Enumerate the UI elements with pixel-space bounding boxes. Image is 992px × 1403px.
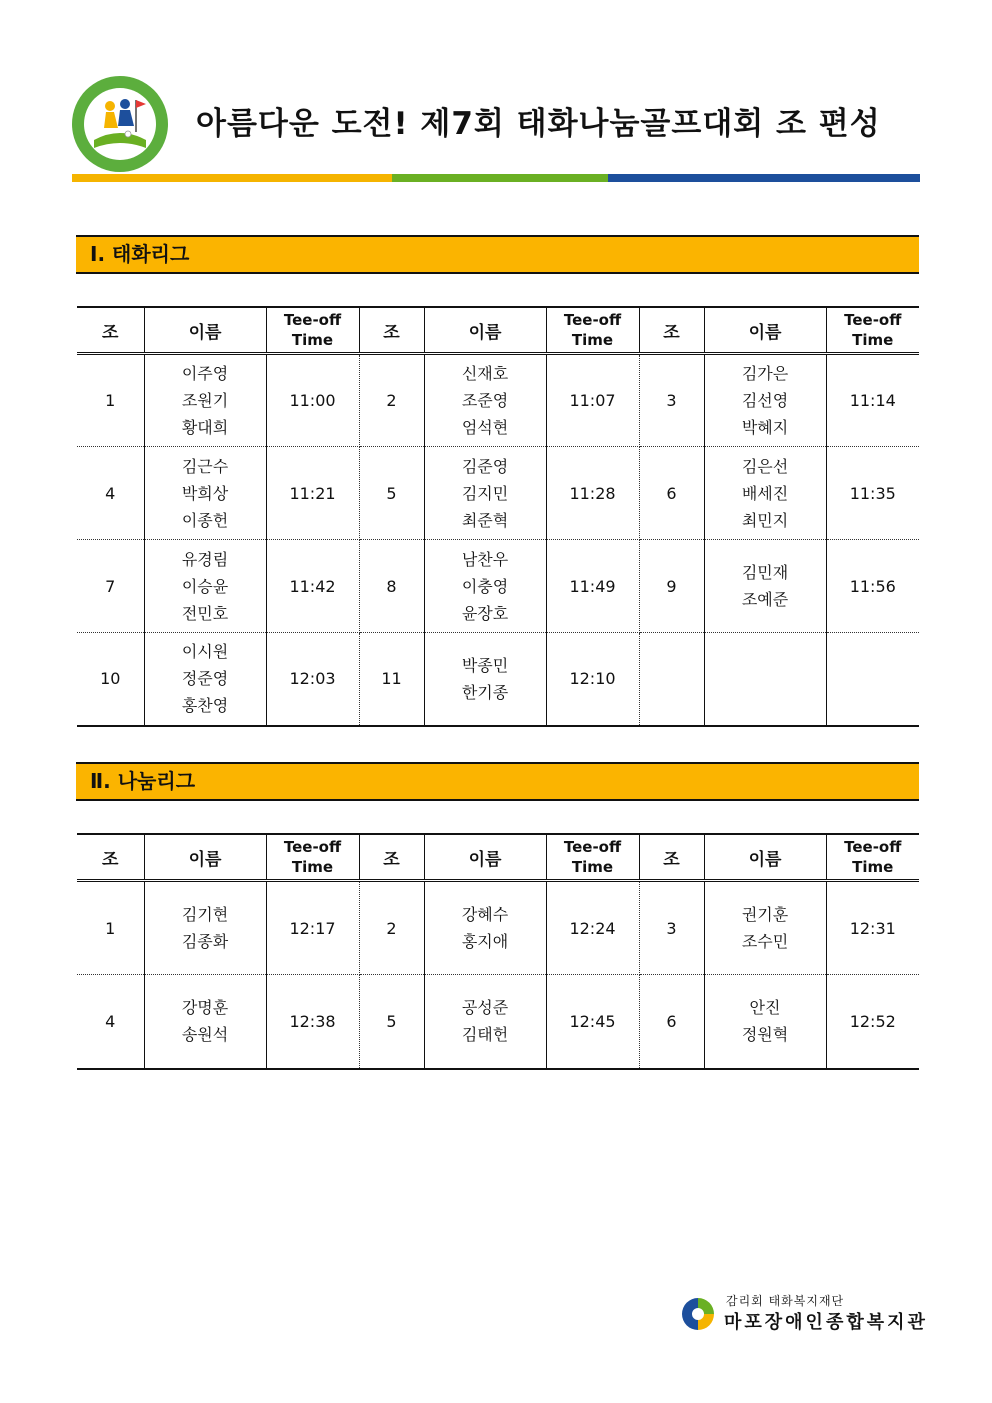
- col-group: 조: [77, 307, 144, 354]
- player-name: 박희상: [181, 483, 229, 503]
- organization-footer: [678, 1288, 928, 1338]
- org-name: 마포장애인종합복지관: [724, 1312, 928, 1333]
- tee-off-time: [826, 633, 919, 726]
- org-parent: 감리회 태화복지재단: [726, 1294, 845, 1308]
- player-name: 이승윤: [181, 576, 229, 596]
- group-members: [144, 447, 266, 540]
- col-name: 이름: [144, 307, 266, 354]
- player-name: 김기현: [181, 905, 229, 924]
- group-number: 7: [77, 540, 144, 633]
- col-group: 조: [359, 307, 424, 354]
- player-name: 최준혁: [461, 510, 509, 530]
- col-name: 이름: [424, 834, 546, 881]
- group-members: [144, 633, 266, 726]
- player-name: 공성준: [461, 998, 509, 1018]
- player-name: 김태헌: [461, 1025, 509, 1045]
- table-row: [77, 881, 919, 975]
- league1-table: [77, 306, 919, 727]
- player-name: 이주영: [181, 364, 229, 383]
- tee-off-time: 11:00: [266, 354, 359, 447]
- tee-off-time: 12:24: [546, 881, 639, 975]
- col-group: 조: [639, 834, 704, 881]
- group-number: 2: [359, 881, 424, 975]
- player-name: 홍지애: [461, 932, 509, 951]
- col-name: 이름: [144, 834, 266, 881]
- player-name: 박종민: [461, 655, 509, 675]
- group-number: 3: [639, 354, 704, 447]
- player-name: 김종화: [181, 932, 229, 951]
- tee-off-time: 11:14: [826, 354, 919, 447]
- player-name: 권기훈: [741, 905, 789, 924]
- player-name: 박혜지: [741, 418, 789, 437]
- league2-table: [77, 833, 919, 1070]
- player-name: 조수민: [741, 932, 789, 951]
- player-name: 김민재: [741, 563, 789, 582]
- player-name: 전민호: [181, 603, 229, 623]
- player-name: 남찬우: [461, 549, 509, 569]
- group-number: 8: [359, 540, 424, 633]
- table-row: [77, 633, 919, 726]
- group-members: [424, 975, 546, 1069]
- col-name: 이름: [424, 307, 546, 354]
- group-number: 6: [639, 447, 704, 540]
- col-tee-off: Tee-off Time: [266, 834, 359, 881]
- player-name: 정준영: [181, 669, 229, 689]
- player-name: 배세진: [741, 483, 789, 503]
- col-tee-off: Tee-off Time: [826, 834, 919, 881]
- col-tee-off: Tee-off Time: [266, 307, 359, 354]
- group-members: [144, 354, 266, 447]
- col-group: 조: [639, 307, 704, 354]
- col-tee-off: Tee-off Time: [546, 834, 639, 881]
- group-number: 4: [77, 975, 144, 1069]
- player-name: 최민지: [741, 510, 789, 530]
- player-name: 강혜수: [461, 905, 509, 924]
- event-logo: [70, 74, 170, 174]
- group-members: [704, 975, 826, 1069]
- col-name: 이름: [704, 307, 826, 354]
- group-number: 5: [359, 447, 424, 540]
- player-name: 김은선: [741, 456, 789, 476]
- accent-bar-green: [392, 174, 608, 182]
- accent-bar-yellow: [72, 174, 392, 182]
- group-number: [639, 633, 704, 726]
- player-name: 안진: [749, 998, 781, 1018]
- col-group: 조: [77, 834, 144, 881]
- table-row: [77, 447, 919, 540]
- col-name: 이름: [704, 834, 826, 881]
- player-name: 조원기: [181, 391, 229, 410]
- league2-heading: Ⅱ. 나눔리그: [76, 762, 919, 801]
- player-name: 유경림: [181, 549, 229, 569]
- player-name: 김가은: [741, 364, 789, 383]
- group-members: [144, 540, 266, 633]
- col-group: 조: [359, 834, 424, 881]
- group-members: [424, 447, 546, 540]
- table-row: [77, 540, 919, 633]
- player-name: 황대희: [181, 418, 229, 437]
- group-members: [424, 354, 546, 447]
- tee-off-time: 11:07: [546, 354, 639, 447]
- organization-logo: [678, 1294, 718, 1334]
- player-name: 홍찬영: [181, 696, 229, 716]
- group-number: 1: [77, 881, 144, 975]
- col-tee-off: Tee-off Time: [826, 307, 919, 354]
- table-header-row: [77, 307, 919, 354]
- player-name: 김지민: [461, 483, 509, 503]
- group-number: 6: [639, 975, 704, 1069]
- player-name: 조준영: [461, 391, 509, 410]
- player-name: 엄석현: [461, 418, 509, 437]
- player-name: 정원혁: [741, 1025, 789, 1045]
- player-name: 윤장호: [461, 603, 509, 623]
- player-name: 이충영: [461, 576, 509, 596]
- tee-off-time: 12:38: [266, 975, 359, 1069]
- group-members: [424, 881, 546, 975]
- tee-off-time: 11:56: [826, 540, 919, 633]
- tee-off-time: 12:45: [546, 975, 639, 1069]
- group-number: 10: [77, 633, 144, 726]
- table-row: [77, 975, 919, 1069]
- group-number: 1: [77, 354, 144, 447]
- tee-off-time: 11:42: [266, 540, 359, 633]
- tee-off-time: 11:49: [546, 540, 639, 633]
- tee-off-time: 12:10: [546, 633, 639, 726]
- table-row: [77, 354, 919, 447]
- group-members: [424, 633, 546, 726]
- player-name: 이시원: [181, 642, 229, 662]
- group-number: 2: [359, 354, 424, 447]
- player-name: 한기종: [461, 682, 509, 702]
- accent-bar-blue: [608, 174, 920, 182]
- player-name: 강명훈: [181, 998, 229, 1018]
- player-name: 김준영: [461, 456, 509, 476]
- player-name: 이종헌: [181, 510, 229, 530]
- player-name: 조예준: [741, 590, 789, 609]
- group-members: [704, 354, 826, 447]
- tee-off-time: 11:35: [826, 447, 919, 540]
- tee-off-time: 12:31: [826, 881, 919, 975]
- page-title: 아름다운 도전! 제7회 태화나눔골프대회 조 편성: [196, 106, 881, 142]
- document-header: [70, 72, 920, 182]
- group-members: [704, 447, 826, 540]
- group-members: [144, 975, 266, 1069]
- tee-off-time: 11:28: [546, 447, 639, 540]
- col-tee-off: Tee-off Time: [546, 307, 639, 354]
- group-number: 3: [639, 881, 704, 975]
- league1-heading: Ⅰ. 태화리그: [76, 235, 919, 274]
- tee-off-time: 12:17: [266, 881, 359, 975]
- group-number: 11: [359, 633, 424, 726]
- group-members: [704, 540, 826, 633]
- group-members: [704, 633, 826, 726]
- player-name: 김근수: [181, 456, 229, 476]
- player-name: 송원석: [181, 1025, 229, 1045]
- group-number: 5: [359, 975, 424, 1069]
- tee-off-time: 11:21: [266, 447, 359, 540]
- group-number: 9: [639, 540, 704, 633]
- tee-off-time: 12:52: [826, 975, 919, 1069]
- group-members: [424, 540, 546, 633]
- tee-off-time: 12:03: [266, 633, 359, 726]
- player-name: 신재호: [461, 364, 509, 383]
- table-header-row: [77, 834, 919, 881]
- group-members: [144, 881, 266, 975]
- group-number: 4: [77, 447, 144, 540]
- group-members: [704, 881, 826, 975]
- player-name: 김선영: [741, 391, 789, 410]
